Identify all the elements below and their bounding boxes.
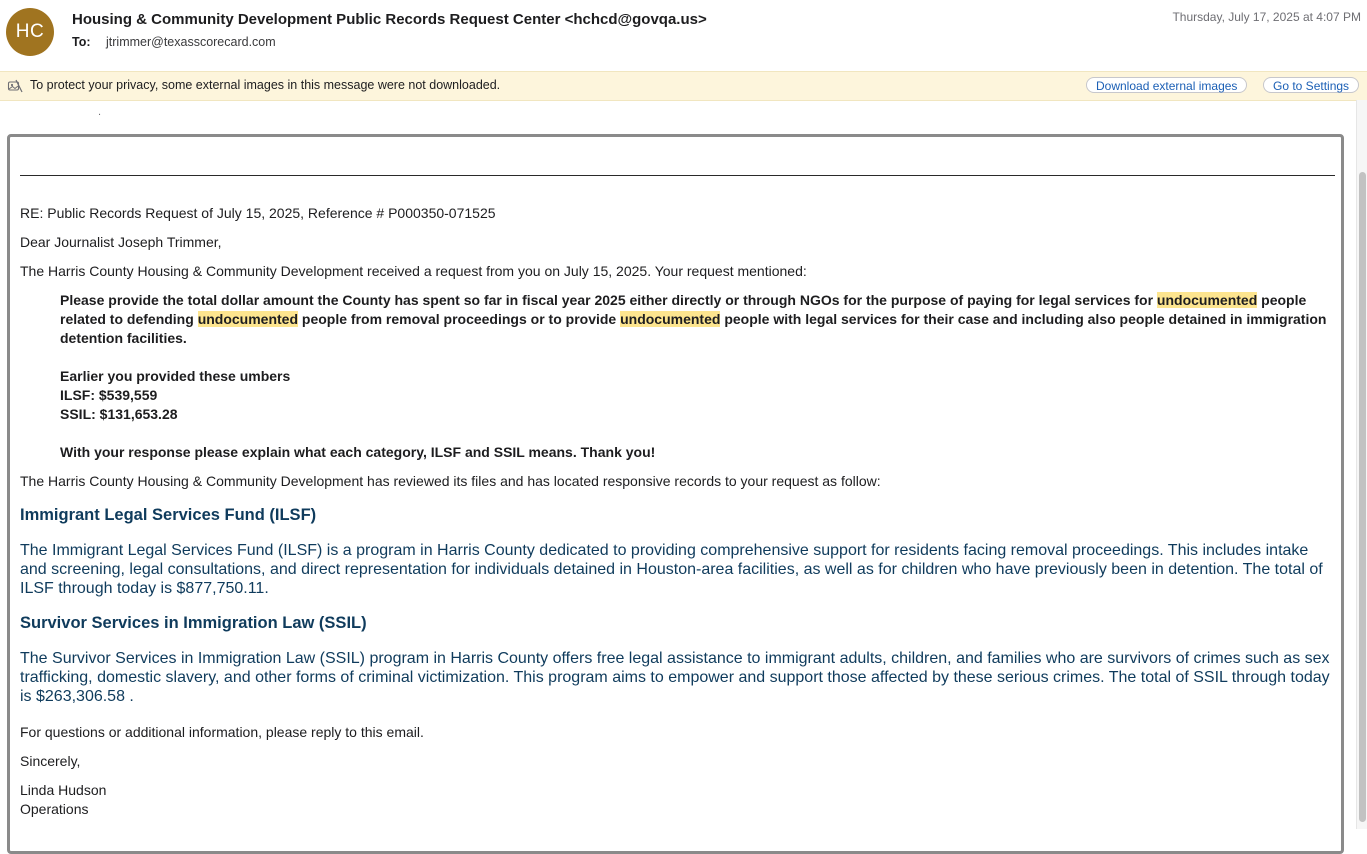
search-highlight: undocumented (1156, 292, 1258, 308)
recipient-row (72, 35, 276, 49)
subject-line: RE: Public Records Request of July 15, 2025, Reference # P000350-071525 (20, 205, 496, 221)
quote-text: people with legal services for their case and including also people detained in immigration detention facilities. (60, 311, 1327, 346)
questions-text: For questions or additional information, please reply to this email. (20, 724, 424, 740)
privacy-banner (0, 71, 1367, 101)
search-highlight: undocumented (197, 311, 299, 327)
scrollbar-thumb[interactable] (1359, 172, 1366, 822)
ilsf-heading: Immigrant Legal Services Fund (ILSF) (20, 506, 317, 524)
signature-name: Linda Hudson (20, 782, 107, 798)
quote-text: people related to defending (60, 292, 1307, 327)
search-highlight: undocumented (620, 311, 721, 327)
signature-title: Operations (20, 801, 89, 817)
ssil-heading: Survivor Services in Immigration Law (SSIL) (20, 614, 367, 632)
ilsf-description: The Immigrant Legal Services Fund (ILSF) is a program in Harris County dedicated to providing comprehensive support for residents facing removal proceedings. This includes intake and screening, legal consultations, and direct representation for individuals detained in Houston-area facilities, as well as for children who have previously been in detention. The total of ILSF through today is $877,750.11. (20, 542, 1323, 597)
stray-mark: . (98, 106, 102, 118)
greeting: Dear Journalist Joseph Trimmer, (20, 234, 222, 250)
horizontal-rule (20, 175, 1335, 176)
privacy-banner-text: To protect your privacy, some external images in this message were not downloaded. (30, 78, 501, 92)
recipient-address[interactable]: jtrimmer@texasscorecard.com (106, 35, 276, 49)
ssil-previous-amount: SSIL: $131,653.28 (60, 406, 178, 422)
reviewed-text: The Harris County Housing & Community Development has reviewed its files and has located responsive records to your request as follow: (20, 473, 881, 489)
explain-request-line: With your response please explain what each category, ILSF and SSIL means. Thank you! (60, 444, 656, 460)
sender-name[interactable]: Housing & Community Development Public Records Request Center <hchcd@govqa.us> (72, 11, 707, 28)
closing: Sincerely, (20, 753, 81, 769)
sender-avatar[interactable]: HC (6, 8, 54, 56)
earlier-numbers-line: Earlier you provided these umbers (60, 368, 291, 384)
intro-text: The Harris County Housing & Community Development received a request from you on July 15, 2025. Your request mentioned: (20, 263, 807, 279)
download-images-button[interactable]: Download external images (1086, 77, 1247, 93)
quote-text: people from removal proceedings or to provide (298, 311, 621, 327)
message-header (0, 0, 1367, 70)
quote-text: Please provide the total dollar amount the County has spent so far in fiscal year 2025 either directly or through NGOs for the purpose of paying for legal services for (60, 292, 1157, 308)
to-label: To: (72, 35, 91, 49)
request-quote-paragraph (60, 291, 1335, 348)
blocked-image-icon (7, 79, 23, 93)
message-date: Thursday, July 17, 2025 at 4:07 PM (1172, 10, 1361, 24)
go-to-settings-button[interactable]: Go to Settings (1263, 77, 1359, 93)
ssil-description: The Survivor Services in Immigration Law (SSIL) program in Harris County offers free legal assistance to immigrant adults, children, and families who are survivors of crimes such as sex trafficking, domestic slavery, and other forms of criminal victimization. This program aims to empower and support those affected by these serious crimes. The total of SSIL through today is $263,306.58 . (20, 650, 1330, 705)
vertical-scrollbar[interactable] (1356, 100, 1367, 829)
ilsf-previous-amount: ILSF: $539,559 (60, 387, 158, 403)
